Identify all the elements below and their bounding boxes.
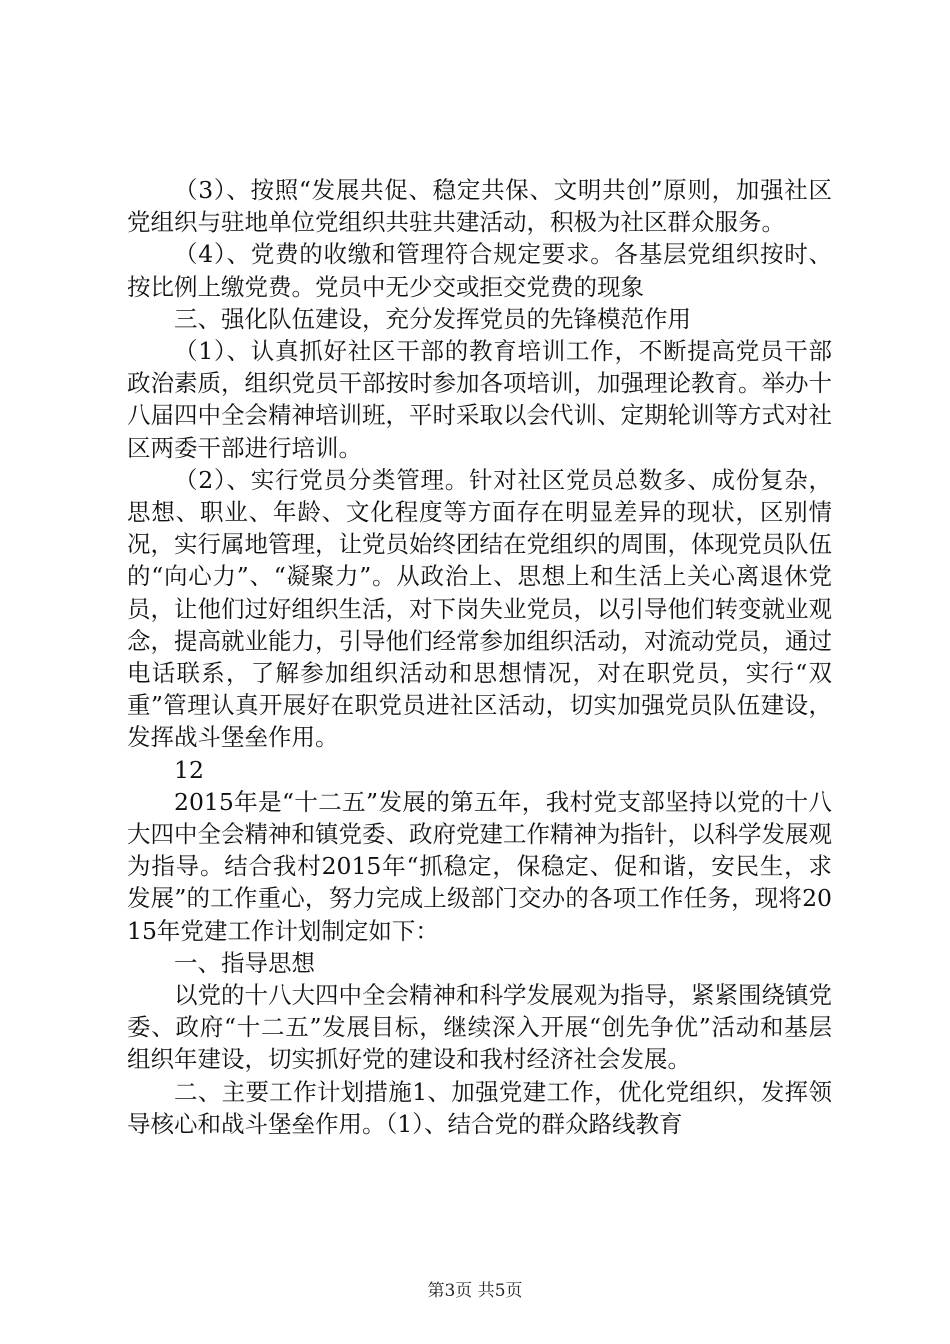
paragraph-7: 2015年是“十二五”发展的第五年，我村党支部坚持以党的十八大四中全会精神和镇党委、政府党建工作精神为指针，以科学发展观为指导。结合我村2015年“抓稳定，保稳定、促和谐，安民生，求发展”的工作重心，努力完成上级部门交办的各项工作任务，现将2015年党建工作计划制定如下：: [127, 787, 832, 945]
paragraph-4: （1）、认真抓好社区干部的教育培训工作，不断提高党员干部政治素质，组织党员干部按时参加各项培训，加强理论教育。举办十八届四中全会精神培训班，平时采取以会代训、定期轮训等方式对社区两委干部进行培训。: [127, 337, 832, 462]
paragraph-2: （4）、党费的收缴和管理符合规定要求。各基层党组织按时、按比例上缴党费。党员中无少交或拒交党费的现象: [127, 240, 832, 301]
section-heading-3: 三、强化队伍建设，充分发挥党员的先锋模范作用: [174, 304, 691, 333]
paragraph-10: 二、主要工作计划措施1、加强党建工作，优化党组织，发挥领导核心和战斗堡垒作用。（1）、结合党的群众路线教育: [127, 1077, 832, 1138]
paragraph-number: 12: [174, 755, 204, 784]
paragraph-1: （3）、按照“发展共促、稳定共保、文明共创”原则，加强社区党组织与驻地单位党组织共驻共建活动，积极为社区群众服务。: [127, 176, 832, 237]
section-heading-1: 一、指导思想: [174, 948, 315, 977]
document-body: [127, 174, 832, 1140]
paragraph-5: （2）、实行党员分类管理。针对社区党员总数多、成份复杂，思想、职业、年龄、文化程度等方面存在明显差异的现状，区别情况，实行属地管理，让党员始终团结在党组织的周围，体现党员队伍的“向心力”、“凝聚力”。从政治上、思想上和生活上关心离退休党员，让他们过好组织生活，对下岗失业党员，以引导他们转变就业观念，提高就业能力，引导他们经常参加组织活动，对流动党员，通过电话联系，了解参加组织活动和思想情况，对在职党员，实行“双重”管理认真开展好在职党员进社区活动，切实加强党员队伍建设，发挥战斗堡垒作用。: [127, 465, 832, 752]
page-footer: 第3页 共5页: [427, 1281, 523, 1301]
paragraph-9: 以党的十八大四中全会精神和科学发展观为指导，紧紧围绕镇党委、政府“十二五”发展目标，继续深入开展“创先争优”活动和基层组织年建设，切实抓好党的建设和我村经济社会发展。: [127, 981, 832, 1074]
